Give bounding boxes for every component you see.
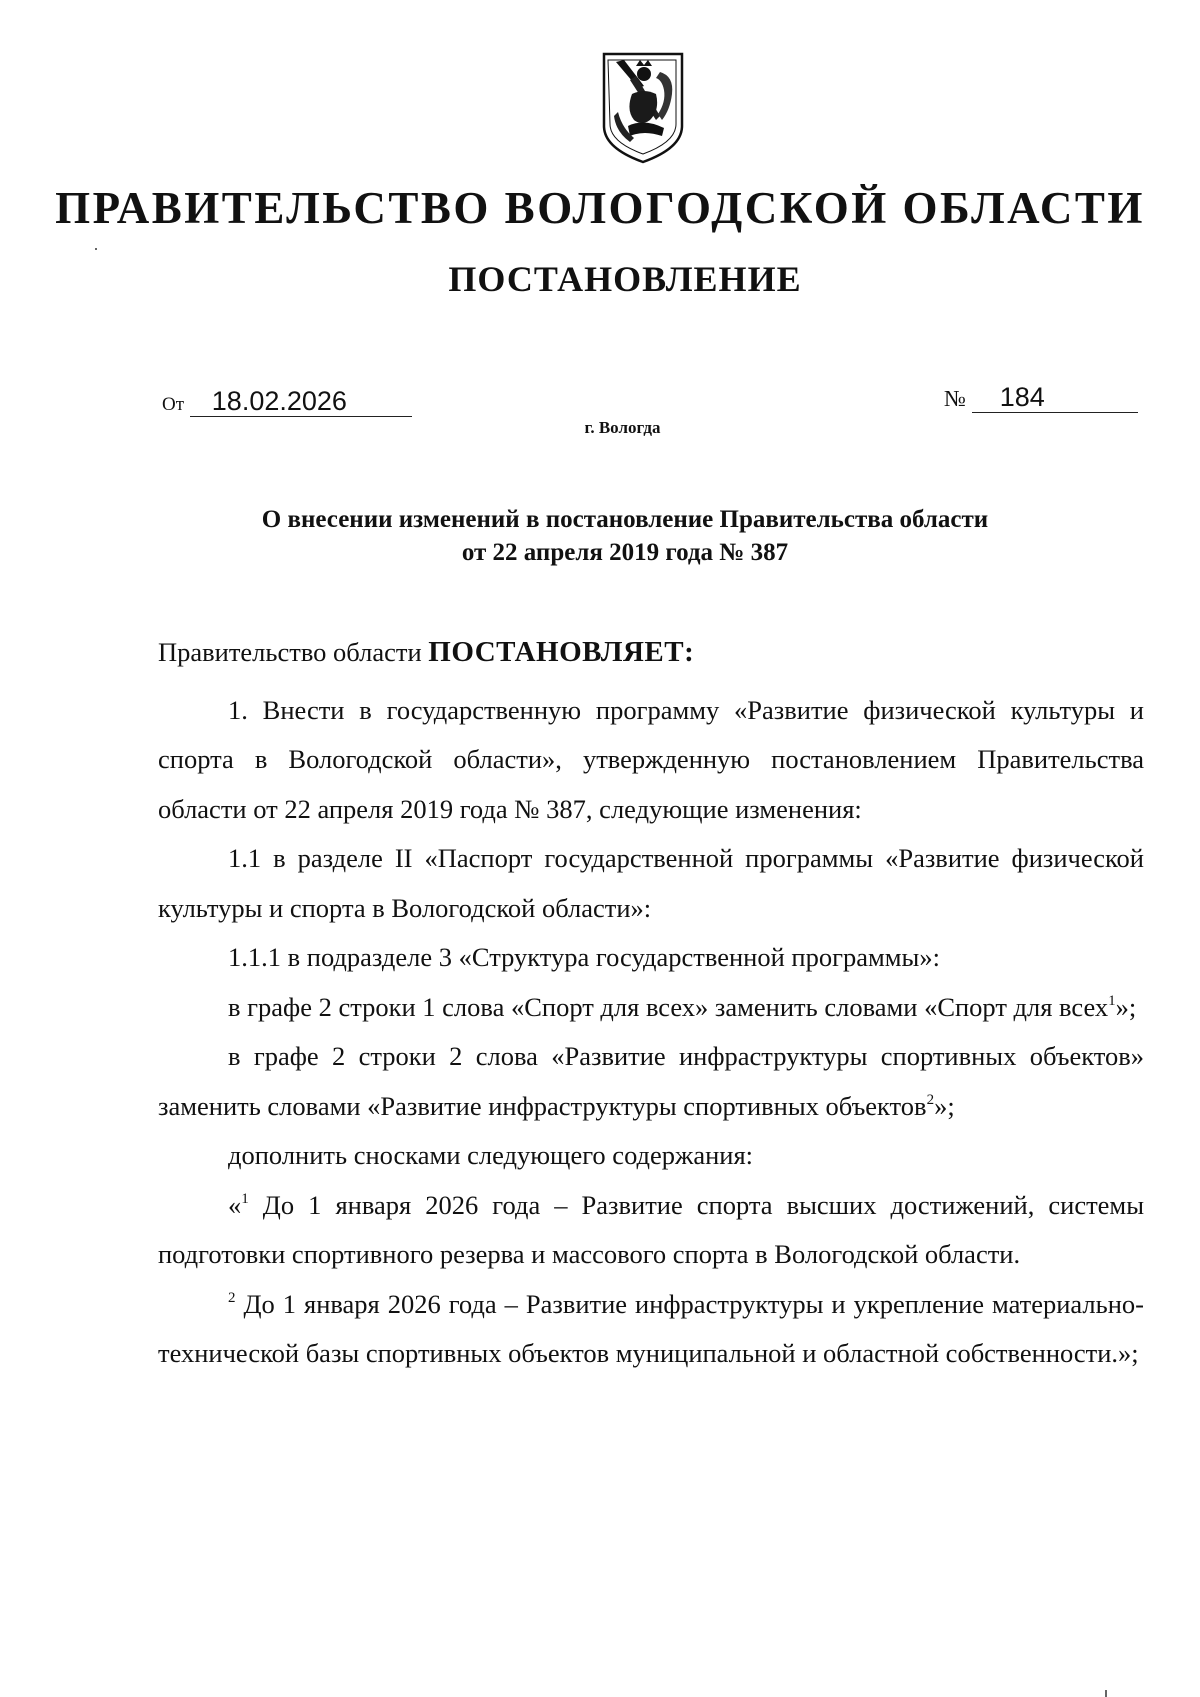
paragraph-row-1	[158, 983, 1144, 1033]
document-number: 184	[972, 382, 1138, 413]
resolution-lead	[158, 628, 1144, 678]
scan-speck	[95, 248, 97, 250]
document-type-title: ПОСТАНОВЛЕНИЕ	[448, 259, 802, 299]
footnote-ref-2: 2	[926, 1091, 935, 1108]
row-2-end: »;	[934, 1090, 955, 1121]
footnote-1-quote: «	[228, 1189, 242, 1220]
footnote-2-text: До 1 января 2026 года – Развитие инфраструктуры и укрепление материально-технической базы спортивных объектов муниципальной и областной собственности.»;	[158, 1288, 1144, 1368]
paragraph-1-1-1: 1.1.1 в подразделе 3 «Структура государственной программы»:	[228, 942, 940, 972]
footnote-2-mark: 2	[228, 1289, 236, 1306]
footnote-1	[158, 1181, 1144, 1280]
lead-text: Правительство области	[158, 637, 429, 667]
number-prefix: №	[944, 386, 966, 411]
subject-line-1: О внесении изменений в постановление Правительства области	[261, 506, 989, 533]
paragraph-1: 1. Внести в государственную программу «Развитие физической культуры и спорта в Вологодской области», утвержденную постановлением Правительства области от 22 апреля 2019 года № 387, следующие изменения:	[158, 694, 1144, 824]
paragraph-1-1: 1.1 в разделе II «Паспорт государственной программы «Развитие физической культуры и спорта в Вологодской области»:	[158, 843, 1144, 923]
organization-title: ПРАВИТЕЛЬСТВО ВОЛОГОДСКОЙ ОБЛАСТИ	[55, 183, 1145, 233]
date-prefix: От	[162, 394, 185, 415]
lead-bold: ПОСТАНОВЛЯЕТ:	[428, 636, 695, 668]
document-body	[158, 628, 1144, 1379]
scan-speck	[1105, 1690, 1107, 1697]
footnote-2	[158, 1280, 1144, 1379]
row-1-text: в графе 2 строки 1 слова «Спорт для всех» заменить словами «Спорт для всех	[228, 991, 1109, 1022]
city-label: г. Вологда	[584, 418, 661, 437]
paragraph-row-2	[158, 1032, 1144, 1131]
date-block	[162, 386, 412, 417]
document-subject	[0, 503, 1200, 569]
subject-line-2: от 22 апреля 2019 года № 387	[461, 539, 789, 566]
document-date: 18.02.2026	[190, 386, 412, 417]
paragraph-footnotes-intro: дополнить сносками следующего содержания:	[228, 1140, 754, 1170]
footnote-1-text: До 1 января 2026 года – Развитие спорта высших достижений, системы подготовки спортивного резерва и массового спорта в Вологодской области.	[158, 1189, 1144, 1269]
coat-of-arms-emblem	[600, 50, 686, 166]
footnote-ref-1: 1	[1108, 992, 1116, 1009]
footnote-1-mark: 1	[241, 1190, 249, 1207]
row-1-end: »;	[1115, 991, 1137, 1022]
number-block	[944, 382, 1138, 413]
row-2-text: в графе 2 строки 2 слова «Развитие инфраструктуры спортивных объектов» заменить словами «Развитие инфраструктуры спортивных объектов	[158, 1041, 1144, 1121]
